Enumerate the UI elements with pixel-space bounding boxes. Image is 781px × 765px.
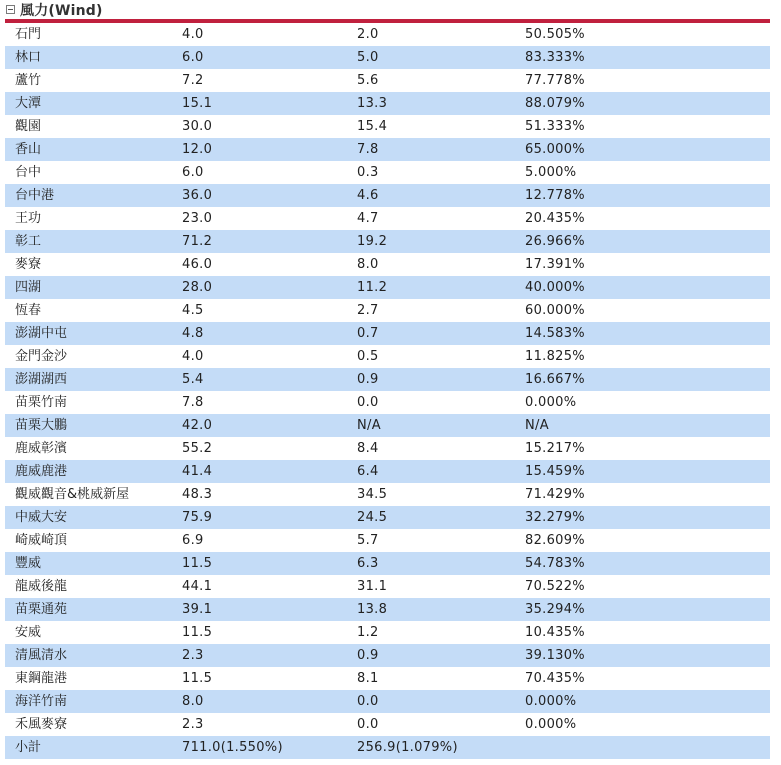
percent-cell: 0.000% bbox=[515, 391, 770, 414]
value-1-cell: 36.0 bbox=[172, 184, 347, 207]
value-2-cell: 31.1 bbox=[347, 575, 515, 598]
value-2-cell: 8.4 bbox=[347, 437, 515, 460]
table-row bbox=[5, 506, 770, 529]
percent-cell: 15.217% bbox=[515, 437, 770, 460]
table-row bbox=[5, 598, 770, 621]
subtotal-value-2-cell: 256.9(1.079%) bbox=[347, 736, 515, 759]
station-name-cell: 王功 bbox=[5, 207, 172, 230]
percent-cell: 12.778% bbox=[515, 184, 770, 207]
value-1-cell: 30.0 bbox=[172, 115, 347, 138]
wind-table-body bbox=[5, 23, 770, 759]
station-name-cell: 豐威 bbox=[5, 552, 172, 575]
value-1-cell: 12.0 bbox=[172, 138, 347, 161]
station-name-cell: 觀威觀音&桃威新屋 bbox=[5, 483, 172, 506]
station-name-cell: 中威大安 bbox=[5, 506, 172, 529]
value-1-cell: 11.5 bbox=[172, 621, 347, 644]
value-1-cell: 4.8 bbox=[172, 322, 347, 345]
station-name-cell: 林口 bbox=[5, 46, 172, 69]
table-row bbox=[5, 552, 770, 575]
percent-cell: 83.333% bbox=[515, 46, 770, 69]
station-name-cell: 麥寮 bbox=[5, 253, 172, 276]
value-1-cell: 42.0 bbox=[172, 414, 347, 437]
table-row bbox=[5, 713, 770, 736]
value-2-cell: 13.3 bbox=[347, 92, 515, 115]
table-row bbox=[5, 276, 770, 299]
value-2-cell: 0.9 bbox=[347, 368, 515, 391]
percent-cell: 71.429% bbox=[515, 483, 770, 506]
percent-cell: N/A bbox=[515, 414, 770, 437]
table-row bbox=[5, 460, 770, 483]
table-row bbox=[5, 161, 770, 184]
station-name-cell: 崎威崎頂 bbox=[5, 529, 172, 552]
wind-table bbox=[5, 23, 770, 759]
value-1-cell: 41.4 bbox=[172, 460, 347, 483]
value-2-cell: 0.0 bbox=[347, 713, 515, 736]
value-2-cell: 8.0 bbox=[347, 253, 515, 276]
percent-cell: 11.825% bbox=[515, 345, 770, 368]
value-1-cell: 28.0 bbox=[172, 276, 347, 299]
table-row bbox=[5, 690, 770, 713]
table-row bbox=[5, 437, 770, 460]
table-row bbox=[5, 138, 770, 161]
value-1-cell: 5.4 bbox=[172, 368, 347, 391]
station-name-cell: 龍威後龍 bbox=[5, 575, 172, 598]
table-row bbox=[5, 644, 770, 667]
percent-cell: 32.279% bbox=[515, 506, 770, 529]
table-row bbox=[5, 299, 770, 322]
station-name-cell: 觀園 bbox=[5, 115, 172, 138]
subtotal-label-cell: 小計 bbox=[5, 736, 172, 759]
value-1-cell: 39.1 bbox=[172, 598, 347, 621]
station-name-cell: 苗栗通苑 bbox=[5, 598, 172, 621]
percent-cell: 82.609% bbox=[515, 529, 770, 552]
percent-cell: 5.000% bbox=[515, 161, 770, 184]
value-1-cell: 23.0 bbox=[172, 207, 347, 230]
value-1-cell: 7.8 bbox=[172, 391, 347, 414]
table-row bbox=[5, 230, 770, 253]
value-1-cell: 4.0 bbox=[172, 23, 347, 46]
value-1-cell: 6.0 bbox=[172, 161, 347, 184]
table-row bbox=[5, 207, 770, 230]
value-1-cell: 4.0 bbox=[172, 345, 347, 368]
percent-cell: 60.000% bbox=[515, 299, 770, 322]
station-name-cell: 海洋竹南 bbox=[5, 690, 172, 713]
table-row bbox=[5, 184, 770, 207]
value-1-cell: 11.5 bbox=[172, 667, 347, 690]
percent-cell: 26.966% bbox=[515, 230, 770, 253]
table-row bbox=[5, 391, 770, 414]
table-row bbox=[5, 115, 770, 138]
value-2-cell: 6.4 bbox=[347, 460, 515, 483]
percent-cell: 70.435% bbox=[515, 667, 770, 690]
station-name-cell: 禾風麥寮 bbox=[5, 713, 172, 736]
percent-cell: 39.130% bbox=[515, 644, 770, 667]
section-title: 風力(Wind) bbox=[20, 2, 103, 19]
percent-cell: 0.000% bbox=[515, 713, 770, 736]
station-name-cell: 台中 bbox=[5, 161, 172, 184]
value-1-cell: 48.3 bbox=[172, 483, 347, 506]
percent-cell: 54.783% bbox=[515, 552, 770, 575]
value-1-cell: 2.3 bbox=[172, 644, 347, 667]
station-name-cell: 金門金沙 bbox=[5, 345, 172, 368]
percent-cell: 0.000% bbox=[515, 690, 770, 713]
value-2-cell: 6.3 bbox=[347, 552, 515, 575]
value-1-cell: 15.1 bbox=[172, 92, 347, 115]
table-row bbox=[5, 69, 770, 92]
value-1-cell: 11.5 bbox=[172, 552, 347, 575]
station-name-cell: 恆春 bbox=[5, 299, 172, 322]
value-2-cell: 4.7 bbox=[347, 207, 515, 230]
value-2-cell: 24.5 bbox=[347, 506, 515, 529]
value-1-cell: 7.2 bbox=[172, 69, 347, 92]
percent-cell: 16.667% bbox=[515, 368, 770, 391]
station-name-cell: 苗栗竹南 bbox=[5, 391, 172, 414]
value-1-cell: 55.2 bbox=[172, 437, 347, 460]
value-2-cell: 0.3 bbox=[347, 161, 515, 184]
value-1-cell: 46.0 bbox=[172, 253, 347, 276]
value-2-cell: 15.4 bbox=[347, 115, 515, 138]
percent-cell: 88.079% bbox=[515, 92, 770, 115]
table-row bbox=[5, 368, 770, 391]
value-2-cell: 13.8 bbox=[347, 598, 515, 621]
value-2-cell: 19.2 bbox=[347, 230, 515, 253]
table-row bbox=[5, 667, 770, 690]
value-2-cell: 0.0 bbox=[347, 690, 515, 713]
percent-cell: 65.000% bbox=[515, 138, 770, 161]
value-1-cell: 44.1 bbox=[172, 575, 347, 598]
percent-cell: 51.333% bbox=[515, 115, 770, 138]
station-name-cell: 台中港 bbox=[5, 184, 172, 207]
station-name-cell: 苗栗大鵬 bbox=[5, 414, 172, 437]
wind-section bbox=[5, 0, 770, 759]
station-name-cell: 安威 bbox=[5, 621, 172, 644]
table-row bbox=[5, 621, 770, 644]
value-2-cell: 11.2 bbox=[347, 276, 515, 299]
value-2-cell: 4.6 bbox=[347, 184, 515, 207]
value-1-cell: 8.0 bbox=[172, 690, 347, 713]
table-row bbox=[5, 345, 770, 368]
station-name-cell: 大潭 bbox=[5, 92, 172, 115]
subtotal-value-1-cell: 711.0(1.550%) bbox=[172, 736, 347, 759]
value-1-cell: 2.3 bbox=[172, 713, 347, 736]
subtotal-row bbox=[5, 736, 770, 759]
percent-cell: 35.294% bbox=[515, 598, 770, 621]
table-row bbox=[5, 23, 770, 46]
value-2-cell: 0.7 bbox=[347, 322, 515, 345]
value-2-cell: 34.5 bbox=[347, 483, 515, 506]
station-name-cell: 鹿威鹿港 bbox=[5, 460, 172, 483]
table-row bbox=[5, 253, 770, 276]
value-2-cell: 2.0 bbox=[347, 23, 515, 46]
station-name-cell: 蘆竹 bbox=[5, 69, 172, 92]
station-name-cell: 東鋼龍港 bbox=[5, 667, 172, 690]
table-row bbox=[5, 92, 770, 115]
value-2-cell: 1.2 bbox=[347, 621, 515, 644]
percent-cell: 14.583% bbox=[515, 322, 770, 345]
station-name-cell: 石門 bbox=[5, 23, 172, 46]
station-name-cell: 清風清水 bbox=[5, 644, 172, 667]
station-name-cell: 鹿威彰濱 bbox=[5, 437, 172, 460]
percent-cell: 70.522% bbox=[515, 575, 770, 598]
value-1-cell: 6.9 bbox=[172, 529, 347, 552]
table-row bbox=[5, 322, 770, 345]
value-2-cell: 2.7 bbox=[347, 299, 515, 322]
percent-cell: 10.435% bbox=[515, 621, 770, 644]
station-name-cell: 澎湖中屯 bbox=[5, 322, 172, 345]
value-2-cell: 0.0 bbox=[347, 391, 515, 414]
percent-cell: 40.000% bbox=[515, 276, 770, 299]
table-row bbox=[5, 414, 770, 437]
station-name-cell: 彰工 bbox=[5, 230, 172, 253]
value-1-cell: 4.5 bbox=[172, 299, 347, 322]
station-name-cell: 澎湖湖西 bbox=[5, 368, 172, 391]
value-1-cell: 6.0 bbox=[172, 46, 347, 69]
percent-cell: 15.459% bbox=[515, 460, 770, 483]
table-row bbox=[5, 46, 770, 69]
table-row bbox=[5, 483, 770, 506]
percent-cell: 77.778% bbox=[515, 69, 770, 92]
table-row bbox=[5, 529, 770, 552]
value-2-cell: 5.0 bbox=[347, 46, 515, 69]
value-2-cell: 8.1 bbox=[347, 667, 515, 690]
station-name-cell: 香山 bbox=[5, 138, 172, 161]
table-row bbox=[5, 575, 770, 598]
percent-cell: 50.505% bbox=[515, 23, 770, 46]
collapse-toggle-icon[interactable] bbox=[6, 5, 15, 14]
section-header bbox=[5, 0, 770, 19]
value-2-cell: 0.9 bbox=[347, 644, 515, 667]
percent-cell: 20.435% bbox=[515, 207, 770, 230]
value-2-cell: 5.6 bbox=[347, 69, 515, 92]
value-1-cell: 71.2 bbox=[172, 230, 347, 253]
value-1-cell: 75.9 bbox=[172, 506, 347, 529]
value-2-cell: 7.8 bbox=[347, 138, 515, 161]
value-2-cell: N/A bbox=[347, 414, 515, 437]
percent-cell: 17.391% bbox=[515, 253, 770, 276]
value-2-cell: 5.7 bbox=[347, 529, 515, 552]
value-2-cell: 0.5 bbox=[347, 345, 515, 368]
station-name-cell: 四湖 bbox=[5, 276, 172, 299]
subtotal-percent-cell bbox=[515, 736, 770, 759]
